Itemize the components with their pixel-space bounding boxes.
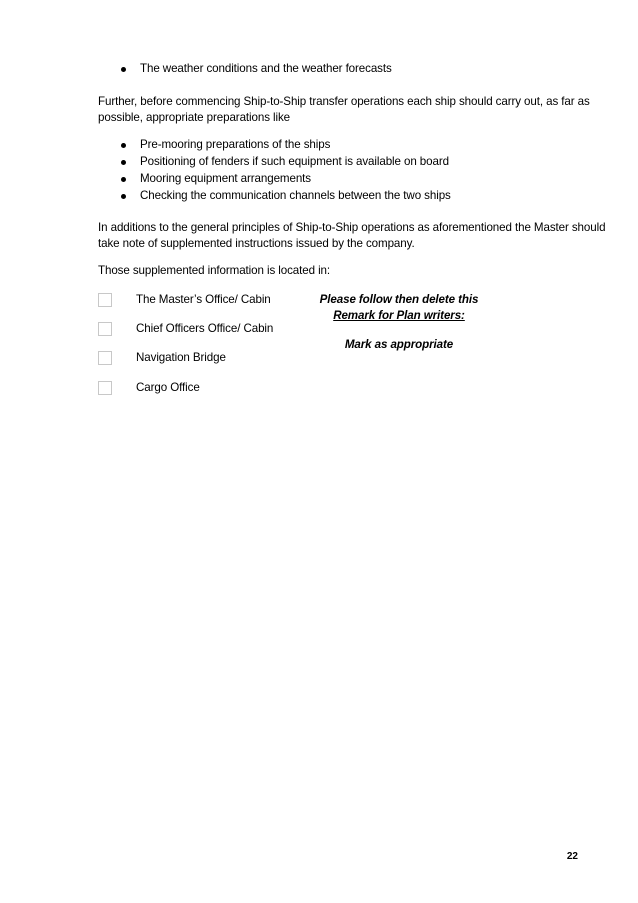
paragraph-3: Those supplemented information is located in: (98, 264, 331, 277)
checkbox-label-masters-office: The Master’s Office/ Cabin (136, 293, 271, 306)
checkbox-navigation-bridge[interactable] (98, 351, 112, 365)
checkbox-label-navigation-bridge: Navigation Bridge (136, 351, 226, 364)
checkbox-cargo-office[interactable] (98, 381, 112, 395)
bullet-text-fenders: Positioning of fenders if such equipment is available on board (140, 155, 449, 168)
remark-line-3: Mark as appropriate (344, 338, 454, 351)
checkbox-masters-office[interactable] (98, 293, 112, 307)
bullet-icon (121, 194, 126, 199)
bullet-icon (121, 160, 126, 165)
bullet-text-pre-mooring: Pre-mooring preparations of the ships (140, 138, 331, 151)
checkbox-label-chief-officers-office: Chief Officers Office/ Cabin (136, 322, 274, 335)
checkbox-label-cargo-office: Cargo Office (136, 381, 200, 394)
remark-line-1: Please follow then delete this (319, 293, 479, 306)
bullet-text-communication: Checking the communication channels between the two ships (140, 189, 451, 202)
bullet-text-mooring-equipment: Mooring equipment arrangements (140, 172, 312, 185)
bullet-icon (121, 143, 126, 148)
bullet-text-weather: The weather conditions and the weather forecasts (140, 62, 392, 75)
remark-line-2: Remark for Plan writers: (333, 309, 465, 322)
checkbox-chief-officers-office[interactable] (98, 322, 112, 336)
bullet-icon (121, 67, 126, 72)
paragraph-2-line-1: In additions to the general principles of Ship-to-Ship operations as aforementioned the Master should (98, 221, 606, 234)
paragraph-2-line-2: take note of supplemented instructions issued by the company. (98, 237, 415, 250)
paragraph-1-line-1: Further, before commencing Ship-to-Ship transfer operations each ship should carry out, as far as (98, 95, 590, 108)
paragraph-1-line-2: possible, appropriate preparations like (98, 111, 291, 124)
page-number: 22 (566, 851, 578, 862)
bullet-icon (121, 177, 126, 182)
